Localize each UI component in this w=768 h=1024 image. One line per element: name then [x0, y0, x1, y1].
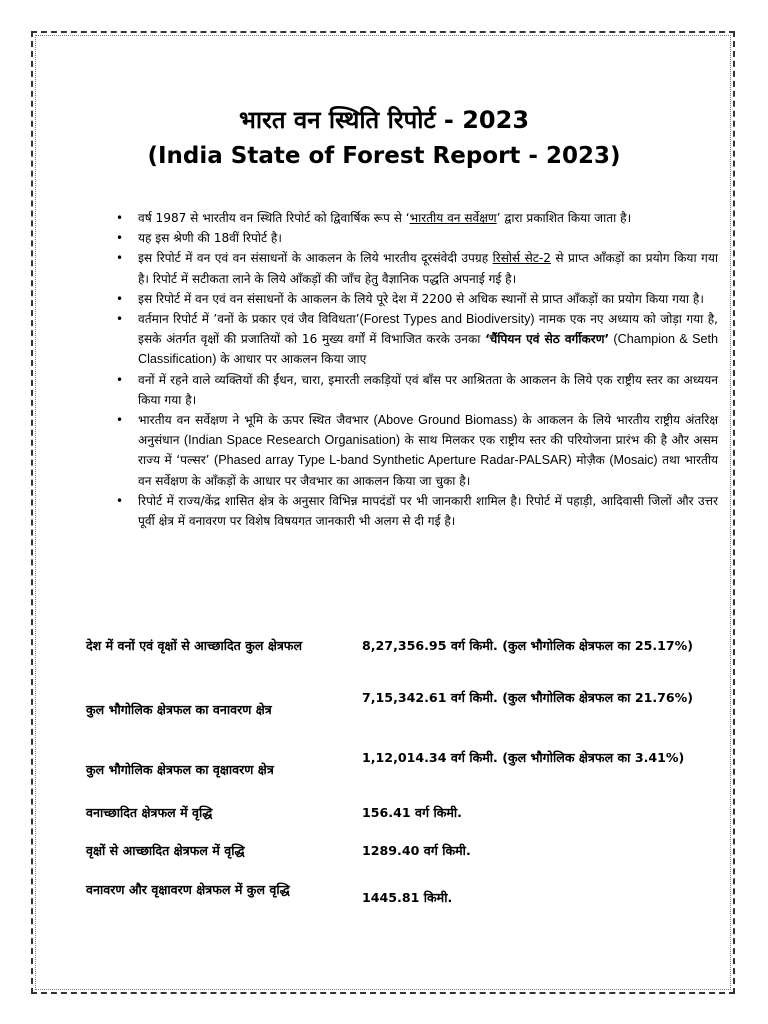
bullet-icon: • [116, 291, 124, 306]
bullet-icon: • [116, 211, 124, 225]
list-item: • वर्तमान रिपोर्ट में ’वनों के प्रकार एवं जैव विविधता’(Forest Types and Biodiversity) नामक एक नए अध्याय को जोड़ा गया है, इसके अंतर्गत वृक्षों की प्रजातियों को 16 मुख्य वर्गों में विभाजित करके उनका ‘चैंपियन एवं सेठ वर्गीकरण’ (Champion & Seth Classification) के आधार पर आकलन किया जाए [138, 309, 718, 370]
stat-value: 7,15,342.61 वर्ग किमी. (कुल भौगोलिक क्षेत्रफल का 21.76%) [362, 690, 694, 705]
bullet-list [88, 208, 718, 531]
underlined-term: रिसोर्स सेट-2 [492, 251, 551, 266]
underlined-term: भारतीय वन सर्वेक्षण [409, 211, 497, 225]
bullet-icon: • [116, 372, 124, 387]
stat-value: 1,12,014.34 वर्ग किमी. (कुल भौगोलिक क्षेत्रफल का 3.41%) [362, 750, 685, 765]
stat-label: देश में वनों एवं वृक्षों से आच्छादित कुल क्षेत्रफल [86, 638, 303, 653]
list-item: • इस रिपोर्ट में वन एवं वन संसाधनों के आकलन के लिये पूरे देश में 2200 से अधिक स्थानों से प्राप्त आँकड़ों का प्रयोग किया गया है। [138, 289, 718, 309]
list-item: • वर्ष 1987 से भारतीय वन स्थिति रिपोर्ट को द्विवार्षिक रूप से ‘भारतीय वन सर्वेक्षण’ द्वारा प्रकाशित किया जाता है। [138, 208, 718, 228]
stat-value: 8,27,356.95 वर्ग किमी. (कुल भौगोलिक क्षेत्रफल का 25.17%) [362, 638, 694, 653]
stat-label: वनावरण और वृक्षावरण क्षेत्रफल में कुल वृद्धि [86, 882, 290, 897]
bullet-icon: • [116, 312, 124, 327]
bullet-icon: • [116, 231, 124, 246]
bullet-icon: • [116, 251, 124, 266]
stat-value: 1289.40 वर्ग किमी. [362, 843, 471, 858]
stat-label: कुल भौगोलिक क्षेत्रफल का वनावरण क्षेत्र [86, 702, 272, 717]
stat-value: 1445.81 किमी. [362, 890, 453, 905]
title-english: (India State of Forest Report - 2023) [147, 143, 621, 169]
list-item: • वनों में रहने वाले व्यक्तियों की ईंधन, चारा, इमारती लकड़ियों एवं बाँस पर आश्रितता के आकलन के लिये एक राष्ट्रीय स्तर का अध्ययन किया गया है। [138, 370, 718, 410]
stat-label: वनाच्छादित क्षेत्रफल में वृद्धि [86, 805, 213, 820]
list-item: • यह इस श्रेणी की 18वीं रिपोर्ट है। [138, 228, 718, 248]
stat-label: वृक्षों से आच्छादित क्षेत्रफल में वृद्धि [86, 843, 245, 858]
bold-term: ‘चैंपियन एवं सेठ वर्गीकरण’ [485, 332, 610, 347]
bullet-icon: • [116, 493, 124, 508]
list-item: • इस रिपोर्ट में वन एवं वन संसाधनों के आकलन के लिये भारतीय दूरसंवेदी उपग्रह रिसोर्स सेट-2 से प्राप्त आँकड़ों का प्रयोग किया गया है। रिपोर्ट में सटीकता लाने के लिये आँकड़ों की जाँच हेतु वैज्ञानिक पद्धति अपनाई गई है। [138, 248, 718, 288]
stat-label: कुल भौगोलिक क्षेत्रफल का वृक्षावरण क्षेत्र [86, 762, 274, 777]
stat-value: 156.41 वर्ग किमी. [362, 805, 462, 820]
title-hindi: भारत वन स्थिति रिपोर्ट - 2023 [238, 106, 530, 134]
list-item: • भारतीय वन सर्वेक्षण ने भूमि के ऊपर स्थित जैवभार (Above Ground Biomass) के आकलन के लिये भारतीय राष्ट्रीय अंतरिक्ष अनुसंधान (Indian Space Research Organisation) के साथ मिलकर एक राष्ट्रीय स्तर की परियोजना प्रारंभ की है और असम राज्य में ‘पल्सर’ (Phased array Type L-band Synthetic Aperture Radar-PALSAR) मोज़ैक (Mosaic) तथा भारतीय वन सर्वेक्षण के आँकड़ों के आधार पर जैवभार का आकलन किया जा चुका है। [138, 410, 718, 491]
bullet-icon: • [116, 413, 124, 428]
list-item: • रिपोर्ट में राज्य/केंद्र शासित क्षेत्र के अनुसार विभिन्न मापदंडों पर भी जानकारी शामिल है। रिपोर्ट में पहाड़ी, आदिवासी जिलों और उत्तर पूर्वी क्षेत्र में वनावरण पर विशेष विषयगत जानकारी भी अलग से दी गई है। [138, 491, 718, 531]
